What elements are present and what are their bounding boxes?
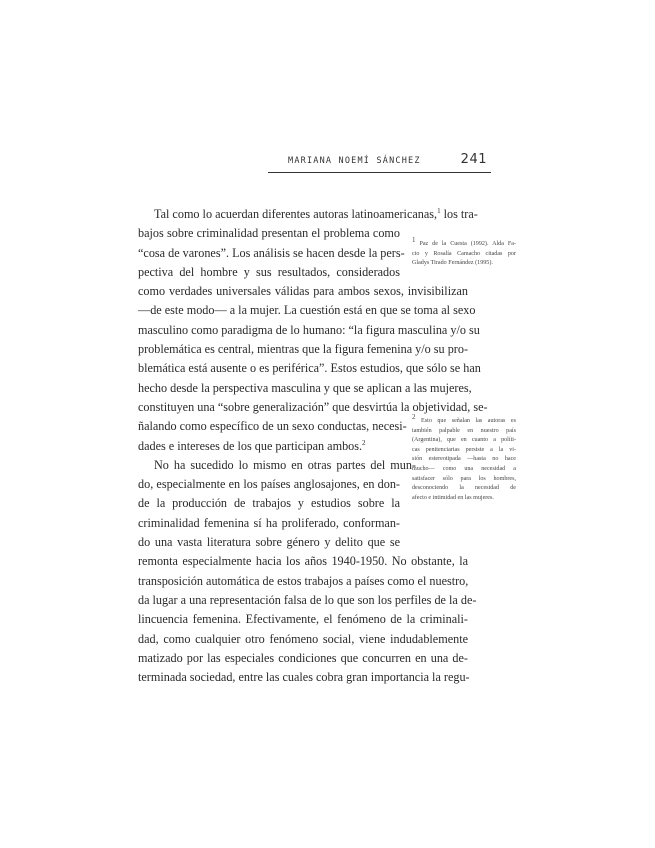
text-line: ñalando como específico de un sexo conductas, necesi- — [138, 419, 407, 434]
text-line: do, especialmente en los países anglosajones, en don- — [138, 477, 400, 492]
footnote-line: sión estereotipada —hasta no hace — [412, 456, 516, 463]
text-line: pectiva del hombre y sus resultados, considerados — [138, 264, 400, 279]
footnote-line: satisfacer sólo para los hombres, — [412, 475, 516, 482]
text-line: como verdades universales válidas para ambos sexos, invisibilizan — [138, 284, 468, 299]
text-line: “cosa de varones”. Los análisis se hacen desde la pers- — [138, 245, 405, 260]
text-line: problemática es central, mientras que la figura femenina y/o su pro- — [138, 342, 468, 357]
page-number: 241 — [460, 152, 487, 167]
text-line: masculino como paradigma de lo humano: “la figura masculina y/o su — [138, 322, 480, 337]
text-line: hecho desde la perspectiva masculina y que se aplican a las mujeres, — [138, 380, 472, 395]
running-head — [268, 152, 491, 173]
footnote-2 — [412, 413, 516, 503]
text-line: dades e intereses de los que participan ambos.$^2$ — [138, 438, 366, 453]
text-line: blemática está ausente o es periférica”. Estos estudios, que sólo se han — [138, 361, 481, 376]
text-line: remonta especialmente hacia los años 1940-1950. No obstante, la — [138, 554, 468, 569]
text-line: criminalidad femenina sí ha proliferado, conforman- — [138, 515, 400, 530]
text-line: dad, como cualquier otro fenómeno social, viene indudablemente — [138, 631, 468, 646]
text-line: de la producción de trabajos y estudios sobre la — [138, 496, 400, 511]
text-line: bajos sobre criminalidad presentan el problema como — [138, 226, 400, 241]
footnote-ref-1: 1 — [437, 206, 441, 215]
text-line: constituyen una “sobre generalización” que desvirtúa la objetividad, se- — [138, 399, 488, 414]
footnote-line: $^1$ Paz de la Cuesta (1992). Alda Fa- — [412, 236, 516, 248]
footnote-line: también palpable en nuestro país — [412, 427, 516, 434]
footnote-line: afecto e intimidad en las mujeres. — [412, 494, 494, 501]
footnote-line: cas penitenciarias persiste a la vi- — [412, 446, 516, 453]
running-head-author: MARIANA NOEMÍ SÁNCHEZ — [288, 156, 421, 166]
text-line: transposición automática de estos trabajos a países como el nuestro, — [138, 573, 469, 588]
footnote-line: desconociendo la necesidad de — [412, 485, 516, 492]
footnote-ref-2: 2 — [362, 438, 366, 447]
text-line: matizado por las especiales condiciones que concurren en una de- — [138, 650, 468, 665]
text-line: do una vasta literatura sobre género y delito que se — [138, 535, 400, 550]
footnote-number: 1 — [412, 236, 416, 244]
text-line: terminada sociedad, entre las cuales cobra gran importancia la regu- — [138, 670, 470, 685]
footnote-line: mucho— como una necesidad a — [412, 466, 516, 472]
text-line: No ha sucedido lo mismo en otras partes del mun- — [154, 457, 416, 472]
footnote-line: (Argentina), que en cuanto a políti- — [412, 437, 516, 444]
text-line: da lugar a una representación falsa de lo que son los perfiles de la de- — [138, 592, 477, 607]
text-line: lincuencia femenina. Efectivamente, el fenómeno de la criminali- — [138, 612, 468, 627]
footnote-line: Gladys Tirado Fernández (1995). — [412, 260, 493, 267]
footnote-line: cio y Rosalía Camacho citadas por — [412, 250, 516, 257]
footnote-1 — [412, 236, 516, 269]
footnote-number: 2 — [412, 413, 416, 421]
text-line: —de este modo— a la mujer. La cuestión está en que se toma al sexo — [138, 303, 476, 318]
footnote-line: $^2$ Esto que señalan las autoras es — [412, 413, 516, 425]
text-line: Tal como lo acuerdan diferentes autoras latinoamericanas,$^1$ los tra- — [154, 206, 478, 221]
